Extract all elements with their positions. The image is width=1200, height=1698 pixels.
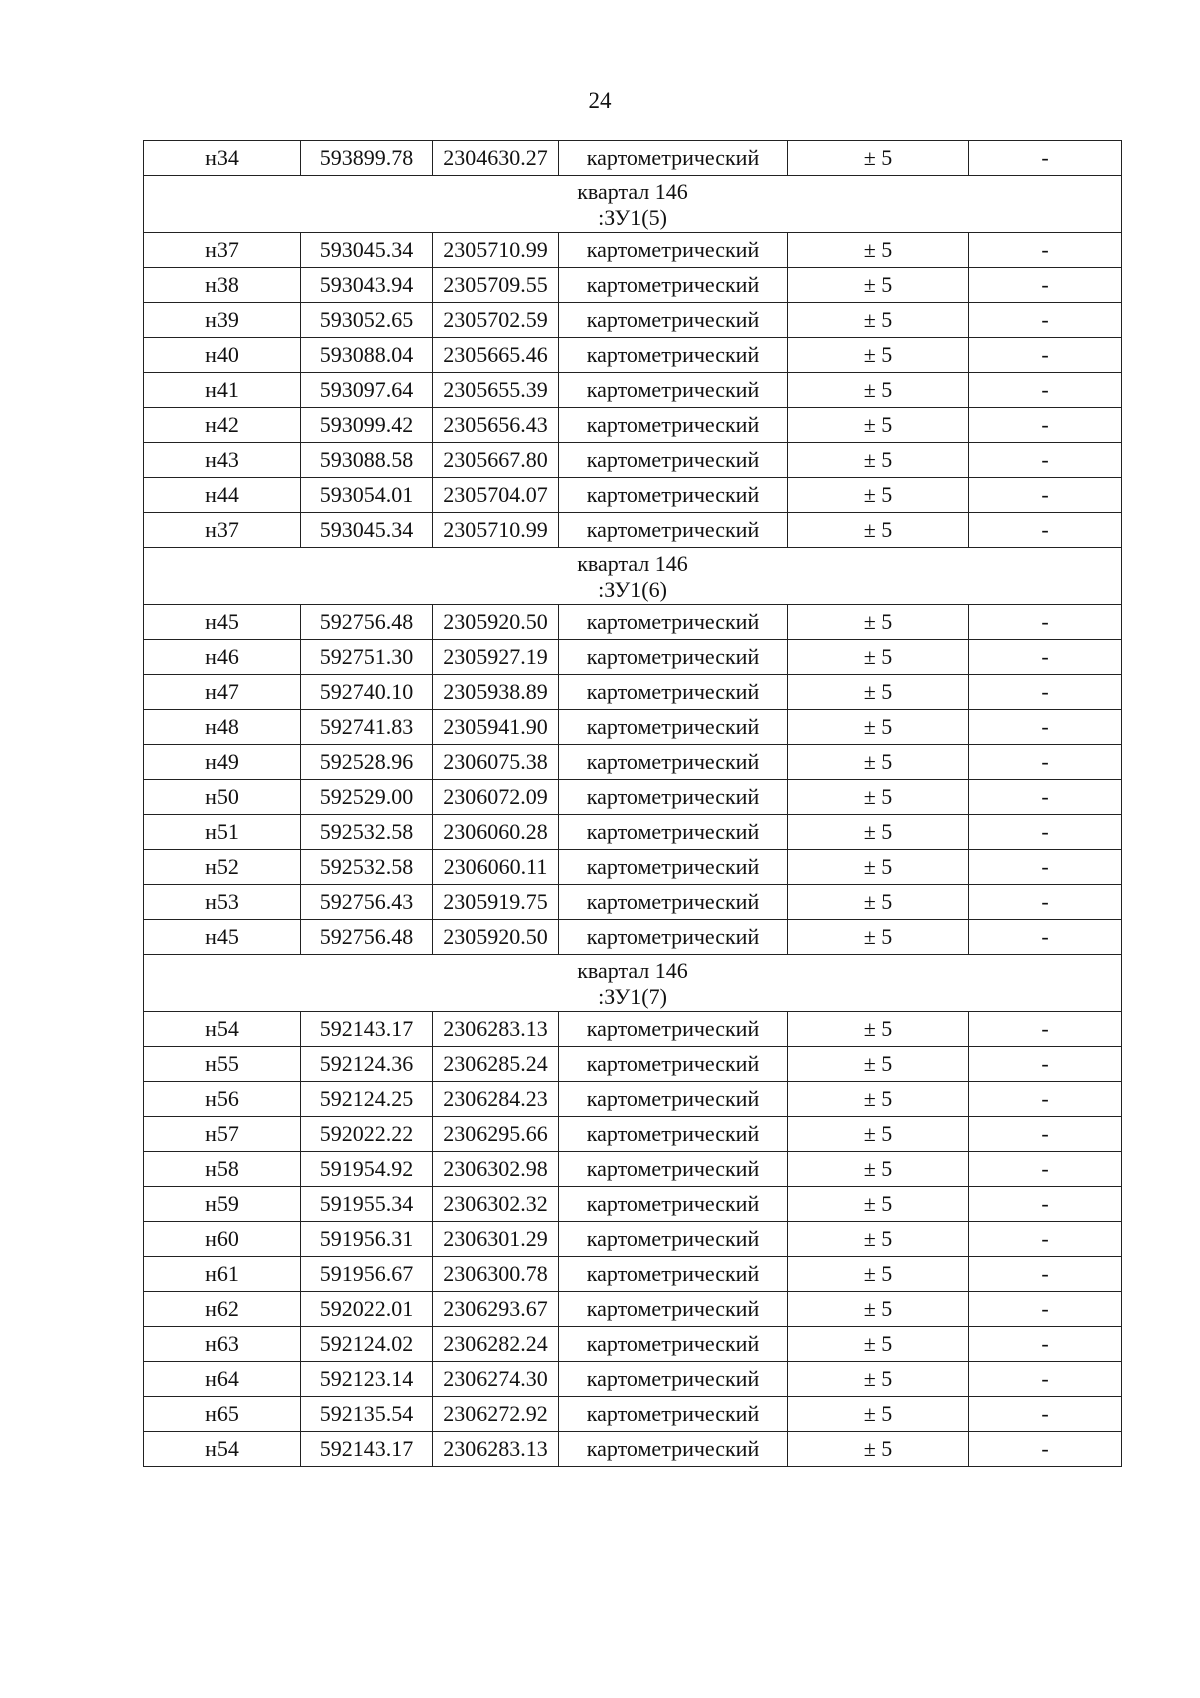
y-coordinate-cell: 2306274.30: [433, 1362, 559, 1397]
point-id-cell: н53: [144, 885, 301, 920]
point-id-cell: н62: [144, 1292, 301, 1327]
method-cell: картометрический: [559, 640, 788, 675]
y-coordinate-cell: 2306284.23: [433, 1082, 559, 1117]
point-id-cell: н63: [144, 1327, 301, 1362]
precision-cell: ± 5: [788, 1082, 969, 1117]
y-coordinate-cell: 2306285.24: [433, 1047, 559, 1082]
precision-cell: ± 5: [788, 780, 969, 815]
method-cell: картометрический: [559, 1327, 788, 1362]
x-coordinate-cell: 592532.58: [301, 850, 433, 885]
note-cell: -: [969, 780, 1122, 815]
y-coordinate-cell: 2306302.98: [433, 1152, 559, 1187]
note-cell: -: [969, 1222, 1122, 1257]
point-id-cell: н65: [144, 1397, 301, 1432]
method-cell: картометрический: [559, 850, 788, 885]
table-row: [144, 605, 1122, 640]
point-id-cell: н47: [144, 675, 301, 710]
note-cell: -: [969, 920, 1122, 955]
section-header-cell: [144, 548, 1122, 605]
table-row: [144, 268, 1122, 303]
method-cell: картометрический: [559, 1187, 788, 1222]
x-coordinate-cell: 592529.00: [301, 780, 433, 815]
note-cell: -: [969, 373, 1122, 408]
y-coordinate-cell: 2305927.19: [433, 640, 559, 675]
point-id-cell: н41: [144, 373, 301, 408]
note-cell: -: [969, 815, 1122, 850]
note-cell: -: [969, 640, 1122, 675]
precision-cell: ± 5: [788, 1257, 969, 1292]
x-coordinate-cell: 592022.22: [301, 1117, 433, 1152]
y-coordinate-cell: 2306293.67: [433, 1292, 559, 1327]
note-cell: -: [969, 338, 1122, 373]
point-id-cell: н40: [144, 338, 301, 373]
method-cell: картометрический: [559, 303, 788, 338]
precision-cell: ± 5: [788, 268, 969, 303]
x-coordinate-cell: 592022.01: [301, 1292, 433, 1327]
method-cell: картометрический: [559, 338, 788, 373]
precision-cell: ± 5: [788, 141, 969, 176]
method-cell: картометрический: [559, 1012, 788, 1047]
table-row: [144, 885, 1122, 920]
table-row: [144, 1432, 1122, 1467]
y-coordinate-cell: 2306283.13: [433, 1012, 559, 1047]
x-coordinate-cell: 591955.34: [301, 1187, 433, 1222]
y-coordinate-cell: 2305655.39: [433, 373, 559, 408]
x-coordinate-cell: 592123.14: [301, 1362, 433, 1397]
method-cell: картометрический: [559, 745, 788, 780]
y-coordinate-cell: 2306075.38: [433, 745, 559, 780]
precision-cell: ± 5: [788, 885, 969, 920]
x-coordinate-cell: 593052.65: [301, 303, 433, 338]
precision-cell: ± 5: [788, 478, 969, 513]
section-quarter-label: квартал 146: [577, 178, 688, 204]
method-cell: картометрический: [559, 710, 788, 745]
x-coordinate-cell: 592741.83: [301, 710, 433, 745]
page-number: 24: [588, 88, 612, 113]
precision-cell: ± 5: [788, 1397, 969, 1432]
precision-cell: ± 5: [788, 443, 969, 478]
point-id-cell: н45: [144, 920, 301, 955]
y-coordinate-cell: 2305656.43: [433, 408, 559, 443]
note-cell: -: [969, 1362, 1122, 1397]
table-row: [144, 141, 1122, 176]
method-cell: картометрический: [559, 1222, 788, 1257]
method-cell: картометрический: [559, 1152, 788, 1187]
method-cell: картометрический: [559, 780, 788, 815]
point-id-cell: н48: [144, 710, 301, 745]
method-cell: картометрический: [559, 1362, 788, 1397]
point-id-cell: н51: [144, 815, 301, 850]
precision-cell: ± 5: [788, 745, 969, 780]
method-cell: картометрический: [559, 513, 788, 548]
note-cell: -: [969, 408, 1122, 443]
method-cell: картометрический: [559, 1047, 788, 1082]
method-cell: картометрический: [559, 1257, 788, 1292]
precision-cell: ± 5: [788, 408, 969, 443]
note-cell: -: [969, 1327, 1122, 1362]
x-coordinate-cell: 592532.58: [301, 815, 433, 850]
precision-cell: ± 5: [788, 920, 969, 955]
y-coordinate-cell: 2305710.99: [433, 233, 559, 268]
table-row: [144, 408, 1122, 443]
x-coordinate-cell: 593054.01: [301, 478, 433, 513]
point-id-cell: н56: [144, 1082, 301, 1117]
precision-cell: ± 5: [788, 338, 969, 373]
precision-cell: ± 5: [788, 675, 969, 710]
point-id-cell: н44: [144, 478, 301, 513]
x-coordinate-cell: 592751.30: [301, 640, 433, 675]
precision-cell: ± 5: [788, 850, 969, 885]
precision-cell: ± 5: [788, 1327, 969, 1362]
x-coordinate-cell: 592143.17: [301, 1012, 433, 1047]
x-coordinate-cell: 592528.96: [301, 745, 433, 780]
section-header-row: [144, 176, 1122, 233]
precision-cell: ± 5: [788, 233, 969, 268]
precision-cell: ± 5: [788, 605, 969, 640]
method-cell: картометрический: [559, 675, 788, 710]
x-coordinate-cell: 592124.36: [301, 1047, 433, 1082]
point-id-cell: н57: [144, 1117, 301, 1152]
y-coordinate-cell: 2306300.78: [433, 1257, 559, 1292]
table-row: [144, 815, 1122, 850]
note-cell: -: [969, 710, 1122, 745]
x-coordinate-cell: 591956.31: [301, 1222, 433, 1257]
precision-cell: ± 5: [788, 1187, 969, 1222]
x-coordinate-cell: 593099.42: [301, 408, 433, 443]
note-cell: -: [969, 885, 1122, 920]
note-cell: -: [969, 1397, 1122, 1432]
y-coordinate-cell: 2305941.90: [433, 710, 559, 745]
precision-cell: ± 5: [788, 815, 969, 850]
precision-cell: ± 5: [788, 1012, 969, 1047]
x-coordinate-cell: 591954.92: [301, 1152, 433, 1187]
note-cell: -: [969, 745, 1122, 780]
method-cell: картометрический: [559, 1117, 788, 1152]
point-id-cell: н55: [144, 1047, 301, 1082]
point-id-cell: н42: [144, 408, 301, 443]
x-coordinate-cell: 593088.04: [301, 338, 433, 373]
x-coordinate-cell: 592143.17: [301, 1432, 433, 1467]
precision-cell: ± 5: [788, 1362, 969, 1397]
point-id-cell: н37: [144, 513, 301, 548]
y-coordinate-cell: 2305667.80: [433, 443, 559, 478]
x-coordinate-cell: 592756.43: [301, 885, 433, 920]
table-row: [144, 745, 1122, 780]
note-cell: -: [969, 233, 1122, 268]
precision-cell: ± 5: [788, 1117, 969, 1152]
note-cell: -: [969, 1117, 1122, 1152]
y-coordinate-cell: 2306295.66: [433, 1117, 559, 1152]
table-row: [144, 1047, 1122, 1082]
x-coordinate-cell: 593088.58: [301, 443, 433, 478]
table-row: [144, 1187, 1122, 1222]
point-id-cell: н54: [144, 1012, 301, 1047]
y-coordinate-cell: 2306302.32: [433, 1187, 559, 1222]
y-coordinate-cell: 2305709.55: [433, 268, 559, 303]
y-coordinate-cell: 2305920.50: [433, 605, 559, 640]
table-row: [144, 1362, 1122, 1397]
method-cell: картометрический: [559, 605, 788, 640]
x-coordinate-cell: 592124.02: [301, 1327, 433, 1362]
note-cell: -: [969, 443, 1122, 478]
table-row: [144, 675, 1122, 710]
y-coordinate-cell: 2305919.75: [433, 885, 559, 920]
table-row: [144, 1327, 1122, 1362]
table-row: [144, 1397, 1122, 1432]
table-row: [144, 1257, 1122, 1292]
section-header-cell: [144, 955, 1122, 1012]
note-cell: -: [969, 268, 1122, 303]
precision-cell: ± 5: [788, 513, 969, 548]
point-id-cell: н52: [144, 850, 301, 885]
y-coordinate-cell: 2305710.99: [433, 513, 559, 548]
table-row: [144, 1012, 1122, 1047]
y-coordinate-cell: 2305920.50: [433, 920, 559, 955]
section-header-row: [144, 955, 1122, 1012]
note-cell: -: [969, 1432, 1122, 1467]
precision-cell: ± 5: [788, 1222, 969, 1257]
method-cell: картометрический: [559, 885, 788, 920]
table-row: [144, 1292, 1122, 1327]
y-coordinate-cell: 2306272.92: [433, 1397, 559, 1432]
method-cell: картометрический: [559, 408, 788, 443]
x-coordinate-cell: 592124.25: [301, 1082, 433, 1117]
y-coordinate-cell: 2306060.11: [433, 850, 559, 885]
y-coordinate-cell: 2306072.09: [433, 780, 559, 815]
method-cell: картометрический: [559, 1292, 788, 1327]
point-id-cell: н59: [144, 1187, 301, 1222]
section-quarter-label: квартал 146: [577, 957, 688, 983]
table-row: [144, 1152, 1122, 1187]
point-id-cell: н34: [144, 141, 301, 176]
table-row: [144, 513, 1122, 548]
note-cell: -: [969, 1187, 1122, 1222]
x-coordinate-cell: 592756.48: [301, 920, 433, 955]
point-id-cell: н60: [144, 1222, 301, 1257]
note-cell: -: [969, 1257, 1122, 1292]
point-id-cell: н50: [144, 780, 301, 815]
table-row: [144, 1117, 1122, 1152]
note-cell: -: [969, 675, 1122, 710]
method-cell: картометрический: [559, 920, 788, 955]
y-coordinate-cell: 2306283.13: [433, 1432, 559, 1467]
note-cell: -: [969, 1152, 1122, 1187]
point-id-cell: н38: [144, 268, 301, 303]
section-parcel-label: :ЗУ1(5): [598, 204, 667, 230]
method-cell: картометрический: [559, 1082, 788, 1117]
section-parcel-label: :ЗУ1(7): [598, 983, 667, 1009]
note-cell: -: [969, 303, 1122, 338]
note-cell: -: [969, 513, 1122, 548]
table-row: [144, 640, 1122, 675]
x-coordinate-cell: 591956.67: [301, 1257, 433, 1292]
point-id-cell: н54: [144, 1432, 301, 1467]
table-row: [144, 710, 1122, 745]
table-row: [144, 780, 1122, 815]
table-row: [144, 850, 1122, 885]
precision-cell: ± 5: [788, 1047, 969, 1082]
method-cell: картометрический: [559, 373, 788, 408]
method-cell: картометрический: [559, 141, 788, 176]
section-header-cell: [144, 176, 1122, 233]
point-id-cell: н43: [144, 443, 301, 478]
x-coordinate-cell: 592740.10: [301, 675, 433, 710]
note-cell: -: [969, 1047, 1122, 1082]
y-coordinate-cell: 2306060.28: [433, 815, 559, 850]
precision-cell: ± 5: [788, 1292, 969, 1327]
point-id-cell: н64: [144, 1362, 301, 1397]
note-cell: -: [969, 605, 1122, 640]
x-coordinate-cell: 593045.34: [301, 233, 433, 268]
point-id-cell: н58: [144, 1152, 301, 1187]
method-cell: картометрический: [559, 815, 788, 850]
method-cell: картометрический: [559, 233, 788, 268]
precision-cell: ± 5: [788, 1152, 969, 1187]
precision-cell: ± 5: [788, 1432, 969, 1467]
y-coordinate-cell: 2305665.46: [433, 338, 559, 373]
method-cell: картометрический: [559, 268, 788, 303]
y-coordinate-cell: 2305938.89: [433, 675, 559, 710]
table-row: [144, 233, 1122, 268]
y-coordinate-cell: 2304630.27: [433, 141, 559, 176]
table-row: [144, 478, 1122, 513]
x-coordinate-cell: 592135.54: [301, 1397, 433, 1432]
point-id-cell: н49: [144, 745, 301, 780]
table-row: [144, 920, 1122, 955]
point-id-cell: н37: [144, 233, 301, 268]
coordinates-table-body: [144, 141, 1122, 1467]
note-cell: -: [969, 1012, 1122, 1047]
x-coordinate-cell: 593043.94: [301, 268, 433, 303]
y-coordinate-cell: 2305704.07: [433, 478, 559, 513]
note-cell: -: [969, 141, 1122, 176]
x-coordinate-cell: 593899.78: [301, 141, 433, 176]
table-row: [144, 1082, 1122, 1117]
method-cell: картометрический: [559, 443, 788, 478]
table-row: [144, 373, 1122, 408]
table-row: [144, 443, 1122, 478]
precision-cell: ± 5: [788, 640, 969, 675]
x-coordinate-cell: 593045.34: [301, 513, 433, 548]
section-parcel-label: :ЗУ1(6): [598, 576, 667, 602]
note-cell: -: [969, 1292, 1122, 1327]
precision-cell: ± 5: [788, 303, 969, 338]
section-header-row: [144, 548, 1122, 605]
y-coordinate-cell: 2305702.59: [433, 303, 559, 338]
note-cell: -: [969, 850, 1122, 885]
section-quarter-label: квартал 146: [577, 550, 688, 576]
method-cell: картометрический: [559, 1397, 788, 1432]
precision-cell: ± 5: [788, 373, 969, 408]
point-id-cell: н61: [144, 1257, 301, 1292]
coordinates-table: [143, 140, 1122, 1467]
point-id-cell: н39: [144, 303, 301, 338]
x-coordinate-cell: 593097.64: [301, 373, 433, 408]
precision-cell: ± 5: [788, 710, 969, 745]
note-cell: -: [969, 478, 1122, 513]
point-id-cell: н45: [144, 605, 301, 640]
table-row: [144, 1222, 1122, 1257]
method-cell: картометрический: [559, 478, 788, 513]
method-cell: картометрический: [559, 1432, 788, 1467]
x-coordinate-cell: 592756.48: [301, 605, 433, 640]
point-id-cell: н46: [144, 640, 301, 675]
note-cell: -: [969, 1082, 1122, 1117]
table-row: [144, 303, 1122, 338]
y-coordinate-cell: 2306301.29: [433, 1222, 559, 1257]
y-coordinate-cell: 2306282.24: [433, 1327, 559, 1362]
table-row: [144, 338, 1122, 373]
